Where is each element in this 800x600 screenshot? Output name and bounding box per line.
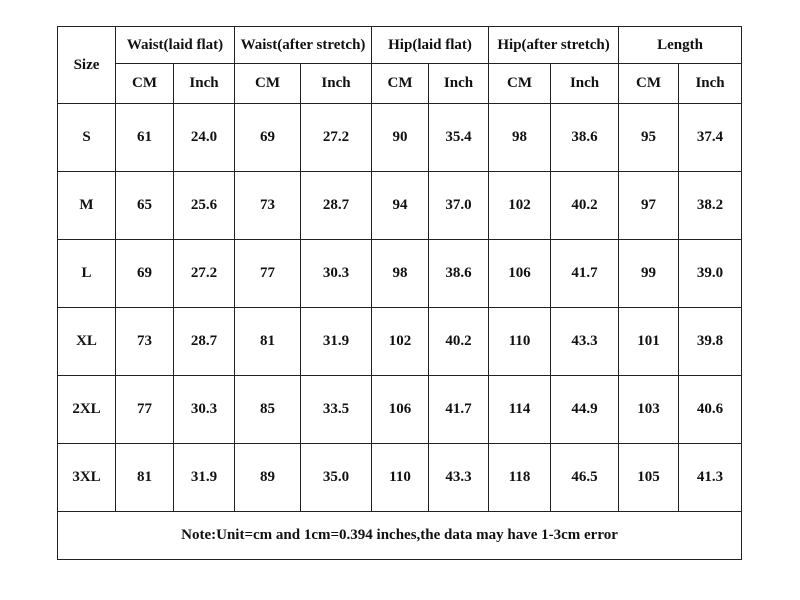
table-cell: 114 bbox=[489, 376, 551, 444]
table-cell: 98 bbox=[372, 240, 429, 308]
group-header-hip-after-stretch: Hip(after stretch) bbox=[489, 27, 619, 64]
table-cell: 46.5 bbox=[551, 444, 619, 512]
table-cell: 33.5 bbox=[301, 376, 372, 444]
group-header-row bbox=[58, 27, 742, 64]
size-label-cell: S bbox=[58, 104, 116, 172]
size-label-cell: XL bbox=[58, 308, 116, 376]
table-cell: 98 bbox=[489, 104, 551, 172]
table-cell: 69 bbox=[116, 240, 174, 308]
note-row bbox=[58, 512, 742, 560]
table-cell: 39.8 bbox=[679, 308, 742, 376]
group-header-waist-laid-flat: Waist(laid flat) bbox=[116, 27, 235, 64]
table-cell: 43.3 bbox=[551, 308, 619, 376]
unit-header-cell: Inch bbox=[174, 64, 235, 104]
table-cell: 110 bbox=[489, 308, 551, 376]
table-row bbox=[58, 104, 742, 172]
table-cell: 81 bbox=[116, 444, 174, 512]
table-cell: 28.7 bbox=[301, 172, 372, 240]
table-cell: 25.6 bbox=[174, 172, 235, 240]
table-cell: 43.3 bbox=[429, 444, 489, 512]
table-cell: 61 bbox=[116, 104, 174, 172]
table-cell: 31.9 bbox=[301, 308, 372, 376]
table-cell: 97 bbox=[619, 172, 679, 240]
table-cell: 65 bbox=[116, 172, 174, 240]
table-row bbox=[58, 240, 742, 308]
unit-header-cell: Inch bbox=[429, 64, 489, 104]
table-cell: 35.0 bbox=[301, 444, 372, 512]
size-label-cell: 3XL bbox=[58, 444, 116, 512]
table-cell: 37.0 bbox=[429, 172, 489, 240]
table-row bbox=[58, 444, 742, 512]
table-cell: 28.7 bbox=[174, 308, 235, 376]
table-cell: 106 bbox=[489, 240, 551, 308]
table-row bbox=[58, 376, 742, 444]
table-cell: 40.6 bbox=[679, 376, 742, 444]
table-cell: 38.2 bbox=[679, 172, 742, 240]
table-cell: 89 bbox=[235, 444, 301, 512]
table-cell: 38.6 bbox=[429, 240, 489, 308]
table-cell: 103 bbox=[619, 376, 679, 444]
unit-header-cell: CM bbox=[235, 64, 301, 104]
size-label-cell: M bbox=[58, 172, 116, 240]
table-cell: 94 bbox=[372, 172, 429, 240]
note-text: Note:Unit=cm and 1cm=0.394 inches,the data may have 1-3cm error bbox=[58, 512, 742, 560]
table-cell: 30.3 bbox=[174, 376, 235, 444]
unit-header-cell: Inch bbox=[301, 64, 372, 104]
unit-header-cell: Inch bbox=[679, 64, 742, 104]
table-cell: 31.9 bbox=[174, 444, 235, 512]
table-cell: 27.2 bbox=[174, 240, 235, 308]
table-cell: 41.7 bbox=[429, 376, 489, 444]
table-cell: 81 bbox=[235, 308, 301, 376]
table-cell: 101 bbox=[619, 308, 679, 376]
table-cell: 39.0 bbox=[679, 240, 742, 308]
table-cell: 41.7 bbox=[551, 240, 619, 308]
size-label-cell: L bbox=[58, 240, 116, 308]
table-cell: 106 bbox=[372, 376, 429, 444]
table-cell: 110 bbox=[372, 444, 429, 512]
size-header: Size bbox=[58, 27, 116, 104]
table-cell: 77 bbox=[235, 240, 301, 308]
table-cell: 69 bbox=[235, 104, 301, 172]
table-cell: 105 bbox=[619, 444, 679, 512]
table-cell: 41.3 bbox=[679, 444, 742, 512]
unit-header-cell: Inch bbox=[551, 64, 619, 104]
group-header-hip-laid-flat: Hip(laid flat) bbox=[372, 27, 489, 64]
table-row bbox=[58, 308, 742, 376]
table-cell: 27.2 bbox=[301, 104, 372, 172]
table-cell: 40.2 bbox=[429, 308, 489, 376]
table-cell: 37.4 bbox=[679, 104, 742, 172]
table-cell: 90 bbox=[372, 104, 429, 172]
table-cell: 102 bbox=[489, 172, 551, 240]
table-cell: 24.0 bbox=[174, 104, 235, 172]
table-cell: 85 bbox=[235, 376, 301, 444]
unit-header-cell: CM bbox=[489, 64, 551, 104]
unit-header-cell: CM bbox=[372, 64, 429, 104]
table-cell: 40.2 bbox=[551, 172, 619, 240]
table-cell: 30.3 bbox=[301, 240, 372, 308]
table-cell: 95 bbox=[619, 104, 679, 172]
table-cell: 35.4 bbox=[429, 104, 489, 172]
group-header-waist-after-stretch: Waist(after stretch) bbox=[235, 27, 372, 64]
size-chart-table bbox=[57, 26, 742, 560]
table-cell: 99 bbox=[619, 240, 679, 308]
table-cell: 38.6 bbox=[551, 104, 619, 172]
unit-header-cell: CM bbox=[116, 64, 174, 104]
unit-header-row bbox=[58, 64, 742, 104]
size-label-cell: 2XL bbox=[58, 376, 116, 444]
unit-header-cell: CM bbox=[619, 64, 679, 104]
table-cell: 73 bbox=[116, 308, 174, 376]
table-row bbox=[58, 172, 742, 240]
table-cell: 102 bbox=[372, 308, 429, 376]
size-table-body bbox=[58, 104, 742, 512]
table-cell: 77 bbox=[116, 376, 174, 444]
group-header-length: Length bbox=[619, 27, 742, 64]
table-cell: 118 bbox=[489, 444, 551, 512]
table-cell: 73 bbox=[235, 172, 301, 240]
table-cell: 44.9 bbox=[551, 376, 619, 444]
